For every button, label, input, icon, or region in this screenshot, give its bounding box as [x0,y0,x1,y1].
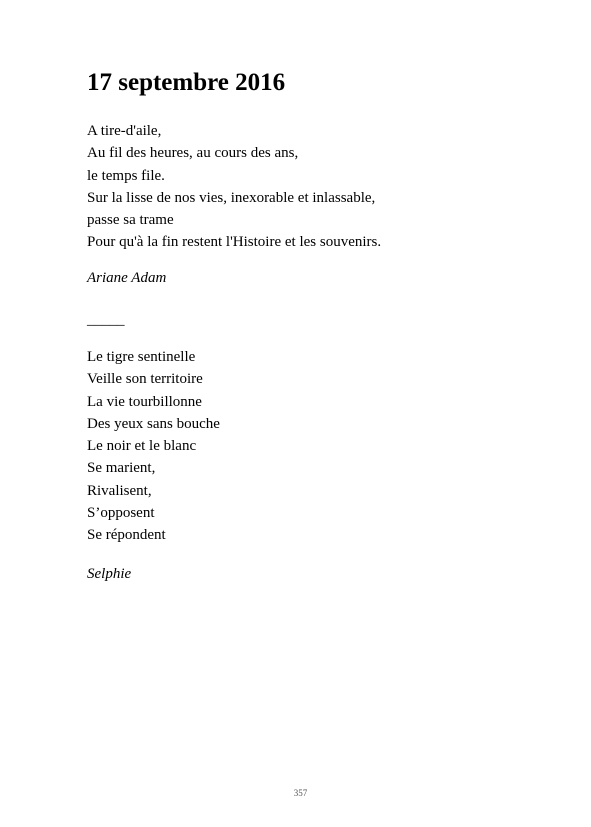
poem-line: Des yeux sans bouche [87,415,220,432]
poem-ariane-adam [87,120,381,254]
section-separator: _____ [87,312,125,328]
poem-line: Se répondent [87,527,166,544]
poem-line: La vie tourbillonne [87,393,202,410]
poem-line: Se marient, [87,460,156,477]
poem-line: Le noir et le blanc [87,438,197,455]
poem-line: Veille son territoire [87,371,203,388]
poem-line: passe sa trame [87,212,174,229]
poem-line: S’opposent [87,505,155,522]
poem-line: A tire-d'aile, [87,123,162,139]
poem-author: Ariane Adam [87,270,167,286]
poem-line: Pour qu'à la fin restent l'Histoire et les souvenirs. [87,234,382,251]
page-title: 17 septembre 2016 [87,69,286,96]
poem-line: Au fil des heures, au cours des ans, [87,145,299,162]
poem-line: Rivalisent, [87,482,152,499]
poem-line: Sur la lisse de nos vies, inexorable et inlassable, [87,189,376,206]
poem-line: le temps file. [87,167,165,184]
poem-author: Selphie [87,566,132,582]
poem-line: Le tigre sentinelle [87,349,196,365]
page-number: 357 [293,788,308,798]
poem-selphie [87,346,220,547]
